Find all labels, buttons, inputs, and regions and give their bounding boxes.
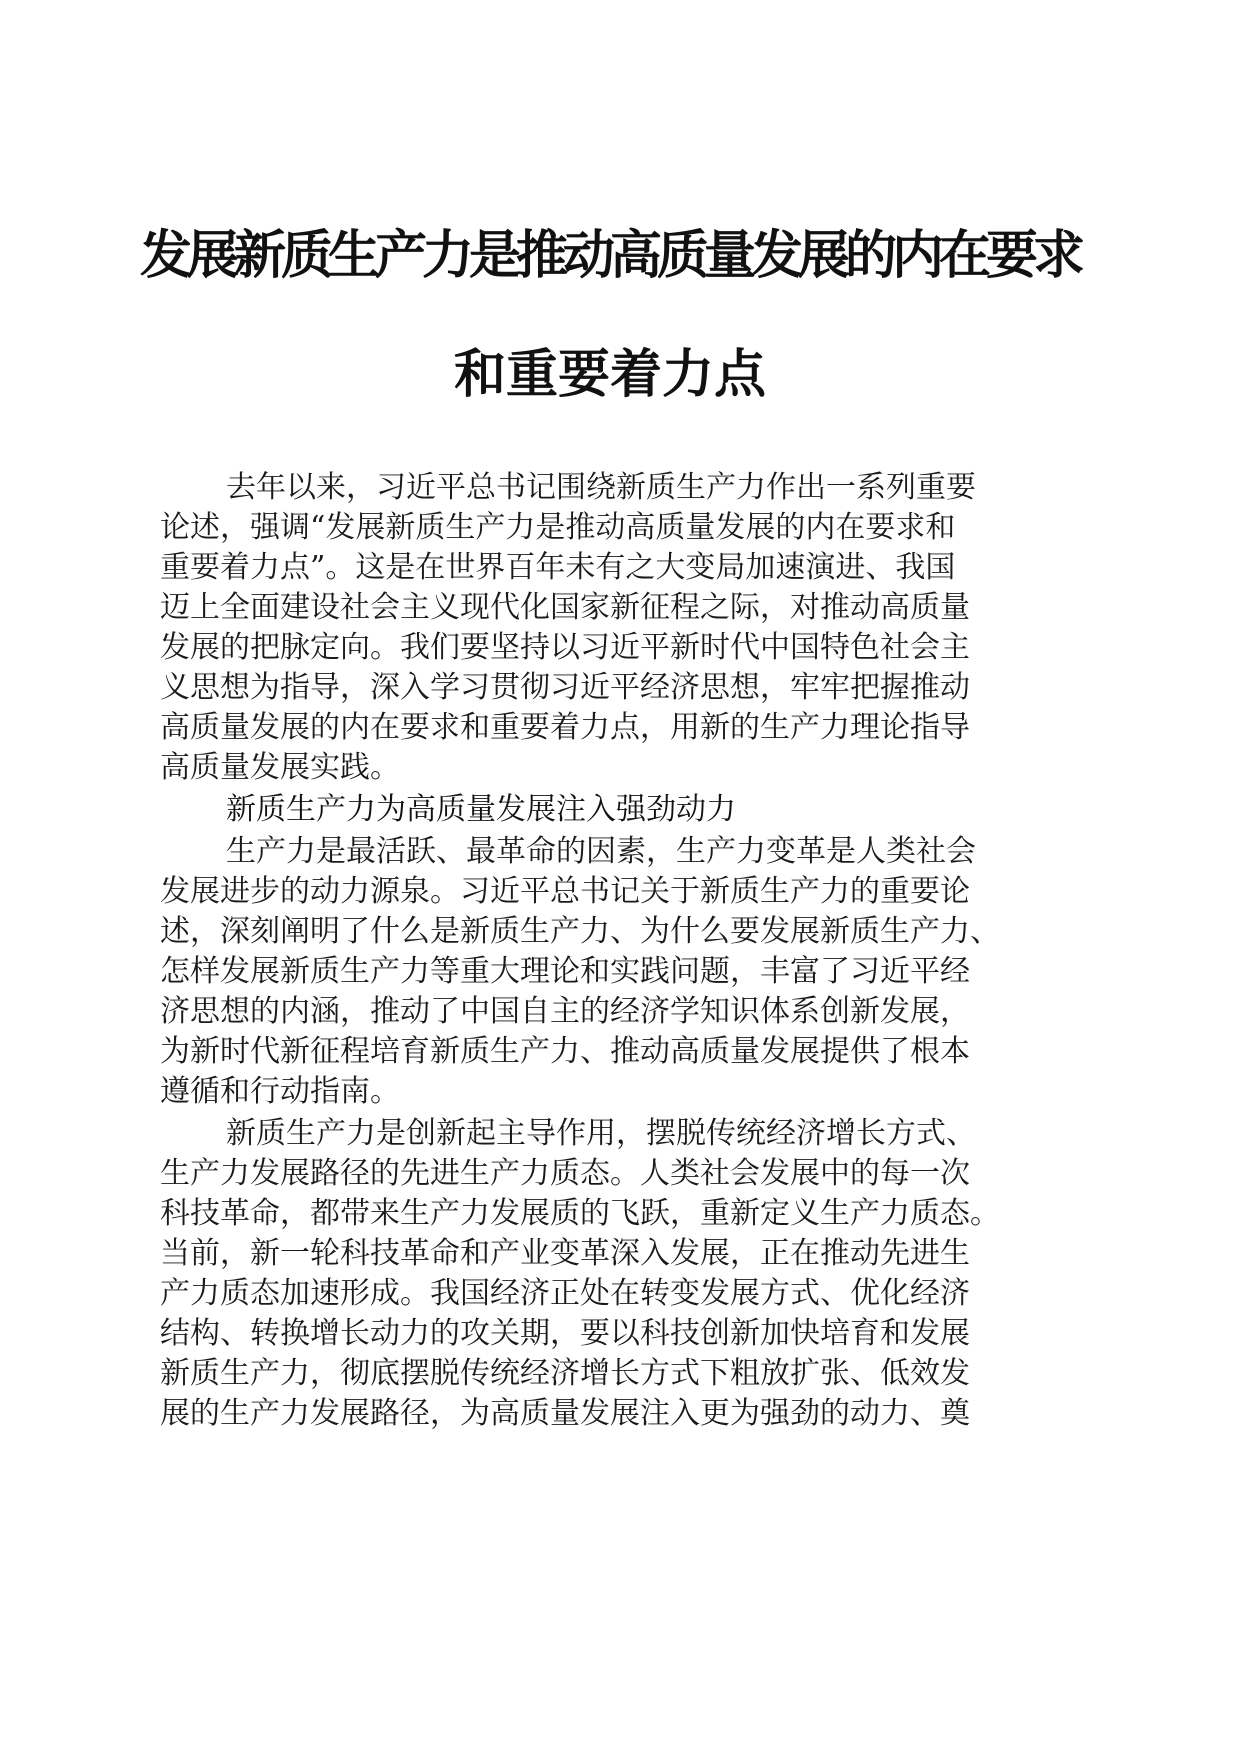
paragraph-1-line: 高质量发展实践。 xyxy=(160,750,400,785)
paragraph-2-line: 怎样发展新质生产力等重大理论和实践问题，丰富了习近平经 xyxy=(160,954,970,989)
paragraph-3-line: 产力质态加速形成。我国经济正处在转变发展方式、优化经济 xyxy=(160,1276,970,1311)
paragraph-2-line: 生产力是最活跃、最革命的因素，生产力变革是人类社会 xyxy=(226,834,976,869)
section-heading: 新质生产力为高质量发展注入强劲动力 xyxy=(226,792,736,827)
title-line-1: 发展新质生产力是推动高质量发展的内在要求 xyxy=(140,226,1081,286)
title-line-2: 和重要着力点 xyxy=(453,345,766,405)
paragraph-1-line: 义思想为指导，深入学习贯彻习近平经济思想，牢牢把握推动 xyxy=(160,670,970,705)
paragraph-1-line: 迈上全面建设社会主义现代化国家新征程之际，对推动高质量 xyxy=(160,590,970,625)
paragraph-2-line: 为新时代新征程培育新质生产力、推动高质量发展提供了根本 xyxy=(160,1034,970,1069)
paragraph-3-line: 展的生产力发展路径，为高质量发展注入更为强劲的动力、奠 xyxy=(160,1396,970,1431)
paragraph-2-line: 遵循和行动指南。 xyxy=(160,1074,400,1109)
paragraph-3-line: 新质生产力，彻底摆脱传统经济增长方式下粗放扩张、低效发 xyxy=(160,1356,970,1391)
paragraph-1-line: 去年以来，习近平总书记围绕新质生产力作出一系列重要 xyxy=(226,470,976,505)
paragraph-3-line: 新质生产力是创新起主导作用，摆脱传统经济增长方式、 xyxy=(226,1116,976,1151)
paragraph-3-line: 当前，新一轮科技革命和产业变革深入发展，正在推动先进生 xyxy=(160,1236,970,1271)
paragraph-1-line: 高质量发展的内在要求和重要着力点，用新的生产力理论指导 xyxy=(160,710,970,745)
paragraph-3-line: 结构、转换增长动力的攻关期，要以科技创新加快培育和发展 xyxy=(160,1316,970,1351)
paragraph-1-line: 发展的把脉定向。我们要坚持以习近平新时代中国特色社会主 xyxy=(160,630,970,665)
paragraph-3-line: 生产力发展路径的先进生产力质态。人类社会发展中的每一次 xyxy=(160,1156,970,1191)
paragraph-2-line: 述，深刻阐明了什么是新质生产力、为什么要发展新质生产力、 xyxy=(160,914,1000,949)
paragraph-2-line: 发展进步的动力源泉。习近平总书记关于新质生产力的重要论 xyxy=(160,874,970,909)
paragraph-1-line: 重要着力点”。这是在世界百年未有之大变局加速演进、我国 xyxy=(160,550,956,585)
paragraph-1-line: 论述，强调“发展新质生产力是推动高质量发展的内在要求和 xyxy=(160,510,956,545)
paragraph-3-line: 科技革命，都带来生产力发展质的飞跃，重新定义生产力质态。 xyxy=(160,1196,1000,1231)
paragraph-2-line: 济思想的内涵，推动了中国自主的经济学知识体系创新发展， xyxy=(160,994,970,1029)
